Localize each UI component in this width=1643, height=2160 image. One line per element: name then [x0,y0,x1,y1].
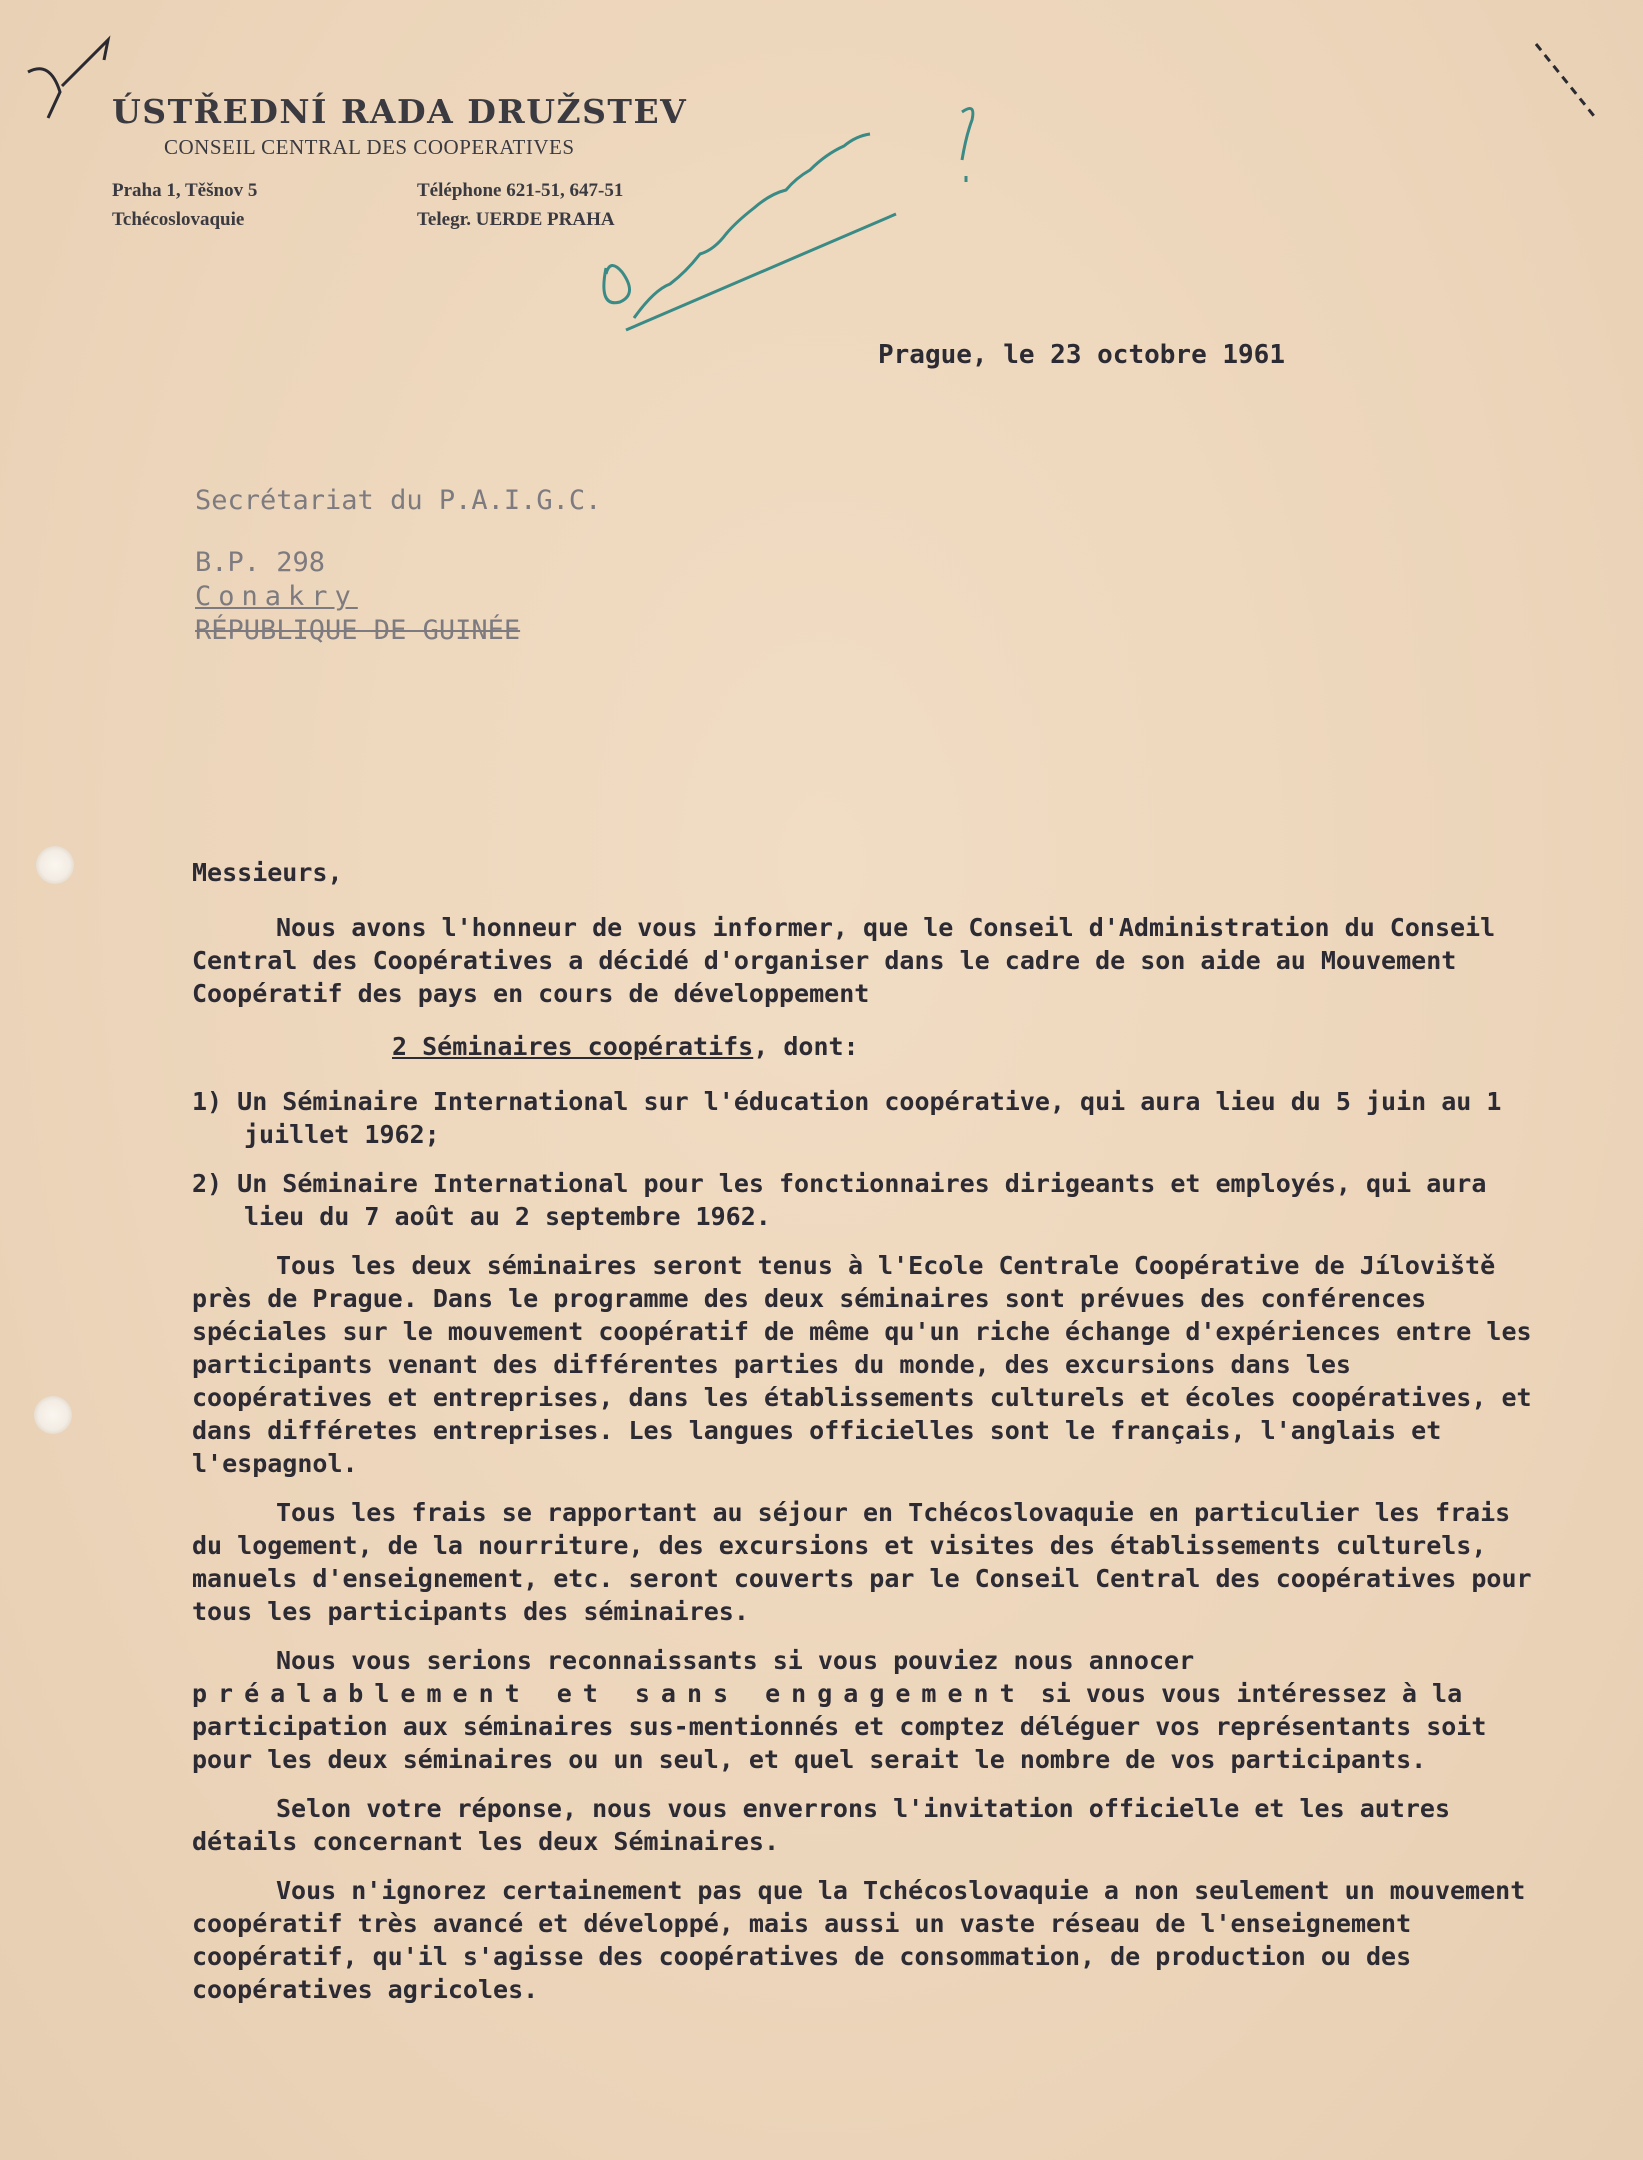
seminars-heading-suffix: , dont: [753,1032,859,1061]
punch-hole-bottom [34,1396,72,1434]
address-country: Tchécoslovaquie [112,209,245,230]
punch-hole-top [36,846,74,884]
recipient-country: RÉPUBLIQUE DE GUINÉE [195,615,521,646]
recipient-po-box: B.P. 298 [195,547,326,578]
closing-paragraph: Vous n'ignorez certainement pas que la Tchécoslovaquie a non seulement un mouvement coopératif très avancé et développé, mais aussi un vaste réseau de l'enseignement coopératif, qu'il s'agisse des coopératives de consommation, de production ou des coopératives agricoles. [192,1876,1526,2004]
salutation: Messieurs, [192,858,343,887]
reply-paragraph: Selon votre réponse, nous vous enverrons l'invitation officielle et les autres détails concernant les deux Séminaires. [192,1794,1450,1856]
recipient-address [195,484,601,648]
org-name-french: CONSEIL CENTRAL DES COOPERATIVES [164,135,575,159]
recipient-city: Conakry [195,581,358,612]
recipient-name: Secrétariat du P.A.I.G.C. [195,485,602,516]
seminar-item-2: 2) Un Séminaire International pour les fonctionnaires dirigeants et employés, qui aura lieu du 7 août au 2 septembre 1962. [192,1169,1487,1231]
telegram-address: Telegr. UERDE PRAHA [417,209,615,230]
request-text-start: Nous vous serions reconnaissants si vous pouviez nous annocer [276,1646,1195,1675]
request-text-end: si vous vous intéressez à la participation aux séminaires sus-mentionnés et comptez déléguer vos représentants soit pour les deux séminaires ou un seul, et quel serait le nombre de vos participants. [192,1679,1487,1774]
request-text-spaced: préalablement et sans engagement [192,1679,1026,1708]
location-paragraph: Tous les deux séminaires seront tenus à l'Ecole Centrale Coopérative de Jíloviště près de Prague. Dans le programme des deux séminaires sont prévues des conférences spéciales sur le mouvement coopératif de même qu'un riche échange d'expériences entre les participants venant des différentes parties du monde, des excursions dans les coopératives et entreprises, dans les établissements culturels et écoles coopératives, et dans différetes entreprises. Les langues officielles sont le français, l'anglais et l'espagnol. [192,1251,1532,1478]
intro-paragraph: Nous avons l'honneur de vous informer, que le Conseil d'Administration du Conseil Central des Coopératives a décidé d'organiser dans le cadre de son aide au Mouvement Coopératif des pays en cours de développement [192,913,1496,1008]
handwritten-annotation [0,0,1643,400]
org-name: ÚSTŘEDNÍ RADA DRUŽSTEV [112,92,688,131]
seminars-heading-text: 2 Séminaires coopératifs [392,1032,754,1061]
costs-paragraph: Tous les frais se rapportant au séjour en Tchécoslovaquie en particulier les frais du logement, de la nourriture, des excursions et visites des établissements culturels, manuels d'enseignement, etc. seront couverts par le Conseil Central des coopératives pour tous les participants des séminaires. [192,1498,1532,1626]
request-paragraph [192,1644,1532,1776]
letter-date: Prague, le 23 octobre 1961 [878,340,1285,370]
seminar-item-1: 1) Un Séminaire International sur l'éducation coopérative, qui aura lieu du 5 juin au 1 juillet 1962; [192,1087,1502,1149]
letter-body [192,856,1532,2022]
phone-numbers: Téléphone 621-51, 647-51 [417,180,624,201]
seminars-heading [392,1030,1532,1063]
address-street: Praha 1, Těšnov 5 [112,180,258,201]
